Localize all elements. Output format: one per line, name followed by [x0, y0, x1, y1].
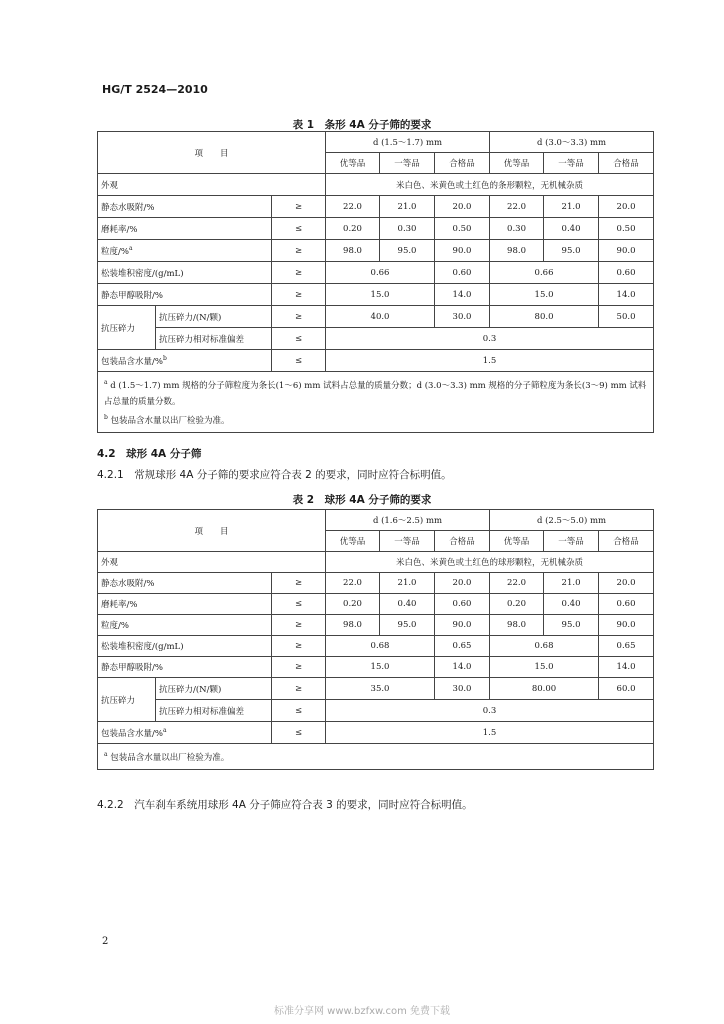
cell-value: 98.0: [326, 240, 380, 262]
cell-value: 1.5: [326, 722, 654, 744]
table2-item-header: 项 目: [98, 510, 326, 552]
table-row: [98, 240, 654, 262]
cell-value: 95.0: [380, 615, 435, 636]
grade-label: 优等品: [490, 531, 544, 552]
table1-group1-header: d (1.5～1.7) mm: [326, 132, 490, 153]
cell-value: 0.40: [544, 594, 599, 615]
cell-value: 14.0: [435, 657, 490, 678]
table2-group2-header: d (2.5～5.0) mm: [490, 510, 654, 531]
table2-notes-row: [98, 744, 654, 770]
row-label-text: 包装品含水量/%: [101, 728, 163, 739]
cell-value: 0.40: [544, 218, 599, 240]
table-row: [98, 262, 654, 284]
comparison-symbol: ≥: [272, 573, 326, 594]
table1-notes: [98, 372, 654, 433]
row-group-label: 抗压碎力: [98, 306, 156, 350]
table-row: [98, 306, 654, 328]
table-row: [98, 552, 654, 573]
cell-value: 15.0: [490, 657, 599, 678]
row-label: 静态甲醇吸附/%: [98, 284, 272, 306]
comparison-symbol: ≤: [272, 328, 326, 350]
cell-value: 0.20: [490, 594, 544, 615]
row-label: 外观: [98, 552, 326, 573]
row-label: 抗压碎力/(N/颗): [156, 678, 272, 700]
table-row: [98, 174, 654, 196]
cell-value: 21.0: [380, 573, 435, 594]
comparison-symbol: ≥: [272, 262, 326, 284]
comparison-symbol: ≤: [272, 594, 326, 615]
grade-label: 合格品: [599, 153, 654, 174]
comparison-symbol: ≤: [272, 722, 326, 744]
table-row: [98, 722, 654, 744]
cell-value: 14.0: [435, 284, 490, 306]
table2: [97, 509, 654, 770]
cell-value: 95.0: [544, 615, 599, 636]
cell-value: 95.0: [380, 240, 435, 262]
comparison-symbol: ≥: [272, 196, 326, 218]
footnote-mark: a: [162, 726, 167, 734]
grade-label: 合格品: [599, 531, 654, 552]
cell-value: 22.0: [326, 196, 380, 218]
grade-label: 优等品: [326, 531, 380, 552]
cell-value: 0.3: [326, 700, 654, 722]
table1-item-header: 项 目: [98, 132, 326, 174]
cell-value: 1.5: [326, 350, 654, 372]
cell-value: 0.3: [326, 328, 654, 350]
cell-value: 21.0: [544, 573, 599, 594]
note-text: d (1.5～1.7) mm 规格的分子筛粒度为条长(1～6) mm 试料占总量的质量分数；d (3.0～3.3) mm 规格的分子筛粒度为条长(3～9) mm 试料占总量的质量分数。: [104, 380, 647, 407]
table2-group1-header: d (1.6～2.5) mm: [326, 510, 490, 531]
cell-value: 0.66: [326, 262, 435, 284]
row-label: [98, 240, 272, 262]
cell-value: 40.0: [326, 306, 435, 328]
table-row: [98, 678, 654, 700]
table1-title: 表 1 条形 4A 分子筛的要求: [292, 119, 432, 131]
cell-value: 21.0: [380, 196, 435, 218]
table1-header-row: [98, 132, 654, 153]
cell-value: 80.0: [490, 306, 599, 328]
cell-value: 0.68: [490, 636, 599, 657]
row-label: [98, 722, 272, 744]
table-row: [98, 636, 654, 657]
row-label: 松装堆积密度/(g/mL): [98, 636, 272, 657]
row-label: 静态水吸附/%: [98, 196, 272, 218]
table1-note-b: [104, 410, 647, 429]
row-label: 磨耗率/%: [98, 218, 272, 240]
table-row: [98, 615, 654, 636]
cell-value: 22.0: [326, 573, 380, 594]
row-label-text: 粒度/%: [101, 246, 129, 257]
grade-label: 优等品: [490, 153, 544, 174]
cell-value: 21.0: [544, 196, 599, 218]
row-label: 静态甲醇吸附/%: [98, 657, 272, 678]
table1: [97, 131, 654, 433]
grade-label: 合格品: [435, 531, 490, 552]
table-row: [98, 700, 654, 722]
page-number: 2: [102, 936, 109, 947]
table2-note-a: [104, 747, 647, 766]
table1-note-a: [104, 375, 647, 410]
row-label: 抗压碎力/(N/颗): [156, 306, 272, 328]
cell-value: 14.0: [599, 284, 654, 306]
cell-value: 0.65: [599, 636, 654, 657]
cell-value: 0.68: [326, 636, 435, 657]
table-row: [98, 594, 654, 615]
table-row: [98, 218, 654, 240]
cell-value: 60.0: [599, 678, 654, 700]
section-4-2-heading: 4.2 球形 4A 分子筛: [97, 448, 202, 460]
cell-value: 90.0: [435, 240, 490, 262]
comparison-symbol: ≤: [272, 700, 326, 722]
appearance-value: 米白色、米黄色或土红色的条形颗粒，无机械杂质: [326, 174, 654, 196]
cell-value: 22.0: [490, 573, 544, 594]
note-text: 包装品含水量以出厂检验为准。: [107, 415, 230, 426]
table1-notes-row: [98, 372, 654, 433]
row-label: [98, 350, 272, 372]
comparison-symbol: ≥: [272, 678, 326, 700]
grade-label: 一等品: [380, 153, 435, 174]
cell-value: 20.0: [435, 573, 490, 594]
row-label: 粒度/%: [98, 615, 272, 636]
table-row: [98, 573, 654, 594]
comparison-symbol: ≤: [272, 350, 326, 372]
cell-value: 98.0: [490, 240, 544, 262]
row-label: 抗压碎力相对标准偏差: [156, 328, 272, 350]
cell-value: 0.60: [599, 594, 654, 615]
grade-label: 一等品: [380, 531, 435, 552]
cell-value: 0.40: [380, 594, 435, 615]
table-row: [98, 350, 654, 372]
cell-value: 0.60: [435, 594, 490, 615]
comparison-symbol: ≥: [272, 306, 326, 328]
cell-value: 20.0: [435, 196, 490, 218]
cell-value: 30.0: [435, 306, 490, 328]
cell-value: 98.0: [490, 615, 544, 636]
cell-value: 30.0: [435, 678, 490, 700]
cell-value: 80.00: [490, 678, 599, 700]
cell-value: 0.60: [599, 262, 654, 284]
comparison-symbol: ≤: [272, 218, 326, 240]
row-label: 静态水吸附/%: [98, 573, 272, 594]
row-label: 抗压碎力相对标准偏差: [156, 700, 272, 722]
table2-notes: [98, 744, 654, 770]
cell-value: 90.0: [599, 240, 654, 262]
table-row: [98, 196, 654, 218]
table-row: [98, 284, 654, 306]
section-4-2-2-text: 4.2.2 汽车刹车系统用球形 4A 分子筛应符合表 3 的要求，同时应符合标明值。: [97, 799, 473, 811]
table2-header-row: [98, 510, 654, 531]
cell-value: 0.30: [490, 218, 544, 240]
footnote-mark: a: [104, 751, 108, 758]
cell-value: 90.0: [599, 615, 654, 636]
cell-value: 35.0: [326, 678, 435, 700]
row-label-text: 包装品含水量/%: [101, 356, 163, 367]
cell-value: 0.66: [490, 262, 599, 284]
cell-value: 20.0: [599, 573, 654, 594]
comparison-symbol: ≥: [272, 657, 326, 678]
table-row: [98, 328, 654, 350]
comparison-symbol: ≥: [272, 240, 326, 262]
grade-label: 一等品: [544, 153, 599, 174]
cell-value: 22.0: [490, 196, 544, 218]
note-text: 包装品含水量以出厂检验为准。: [107, 752, 230, 763]
row-label: 松装堆积密度/(g/mL): [98, 262, 272, 284]
cell-value: 14.0: [599, 657, 654, 678]
appearance-value: 米白色、米黄色或土红色的球形颗粒，无机械杂质: [326, 552, 654, 573]
section-4-2-1-text: 4.2.1 常规球形 4A 分子筛的要求应符合表 2 的要求，同时应符合标明值。: [97, 469, 452, 481]
cell-value: 20.0: [599, 196, 654, 218]
footnote-mark: b: [104, 413, 108, 421]
row-label: 外观: [98, 174, 326, 196]
cell-value: 0.50: [435, 218, 490, 240]
footnote-mark: b: [162, 354, 167, 362]
cell-value: 15.0: [490, 284, 599, 306]
footnote-mark: a: [128, 244, 133, 252]
cell-value: 0.50: [599, 218, 654, 240]
footnote-mark: a: [104, 379, 108, 386]
watermark-footer: 标准分享网 www.bzfxw.com 免费下载: [274, 1006, 450, 1017]
row-label: 磨耗率/%: [98, 594, 272, 615]
cell-value: 0.20: [326, 218, 380, 240]
comparison-symbol: ≥: [272, 615, 326, 636]
cell-value: 95.0: [544, 240, 599, 262]
cell-value: 98.0: [326, 615, 380, 636]
cell-value: 0.65: [435, 636, 490, 657]
table1-group2-header: d (3.0～3.3) mm: [490, 132, 654, 153]
grade-label: 优等品: [326, 153, 380, 174]
grade-label: 一等品: [544, 531, 599, 552]
cell-value: 0.60: [435, 262, 490, 284]
comparison-symbol: ≥: [272, 284, 326, 306]
document-code: HG/T 2524—2010: [102, 83, 208, 96]
cell-value: 50.0: [599, 306, 654, 328]
table2-title: 表 2 球形 4A 分子筛的要求: [292, 494, 432, 506]
table-row: [98, 657, 654, 678]
grade-label: 合格品: [435, 153, 490, 174]
row-group-label: 抗压碎力: [98, 678, 156, 722]
cell-value: 15.0: [326, 657, 435, 678]
cell-value: 0.20: [326, 594, 380, 615]
comparison-symbol: ≥: [272, 636, 326, 657]
cell-value: 15.0: [326, 284, 435, 306]
cell-value: 0.30: [380, 218, 435, 240]
cell-value: 90.0: [435, 615, 490, 636]
